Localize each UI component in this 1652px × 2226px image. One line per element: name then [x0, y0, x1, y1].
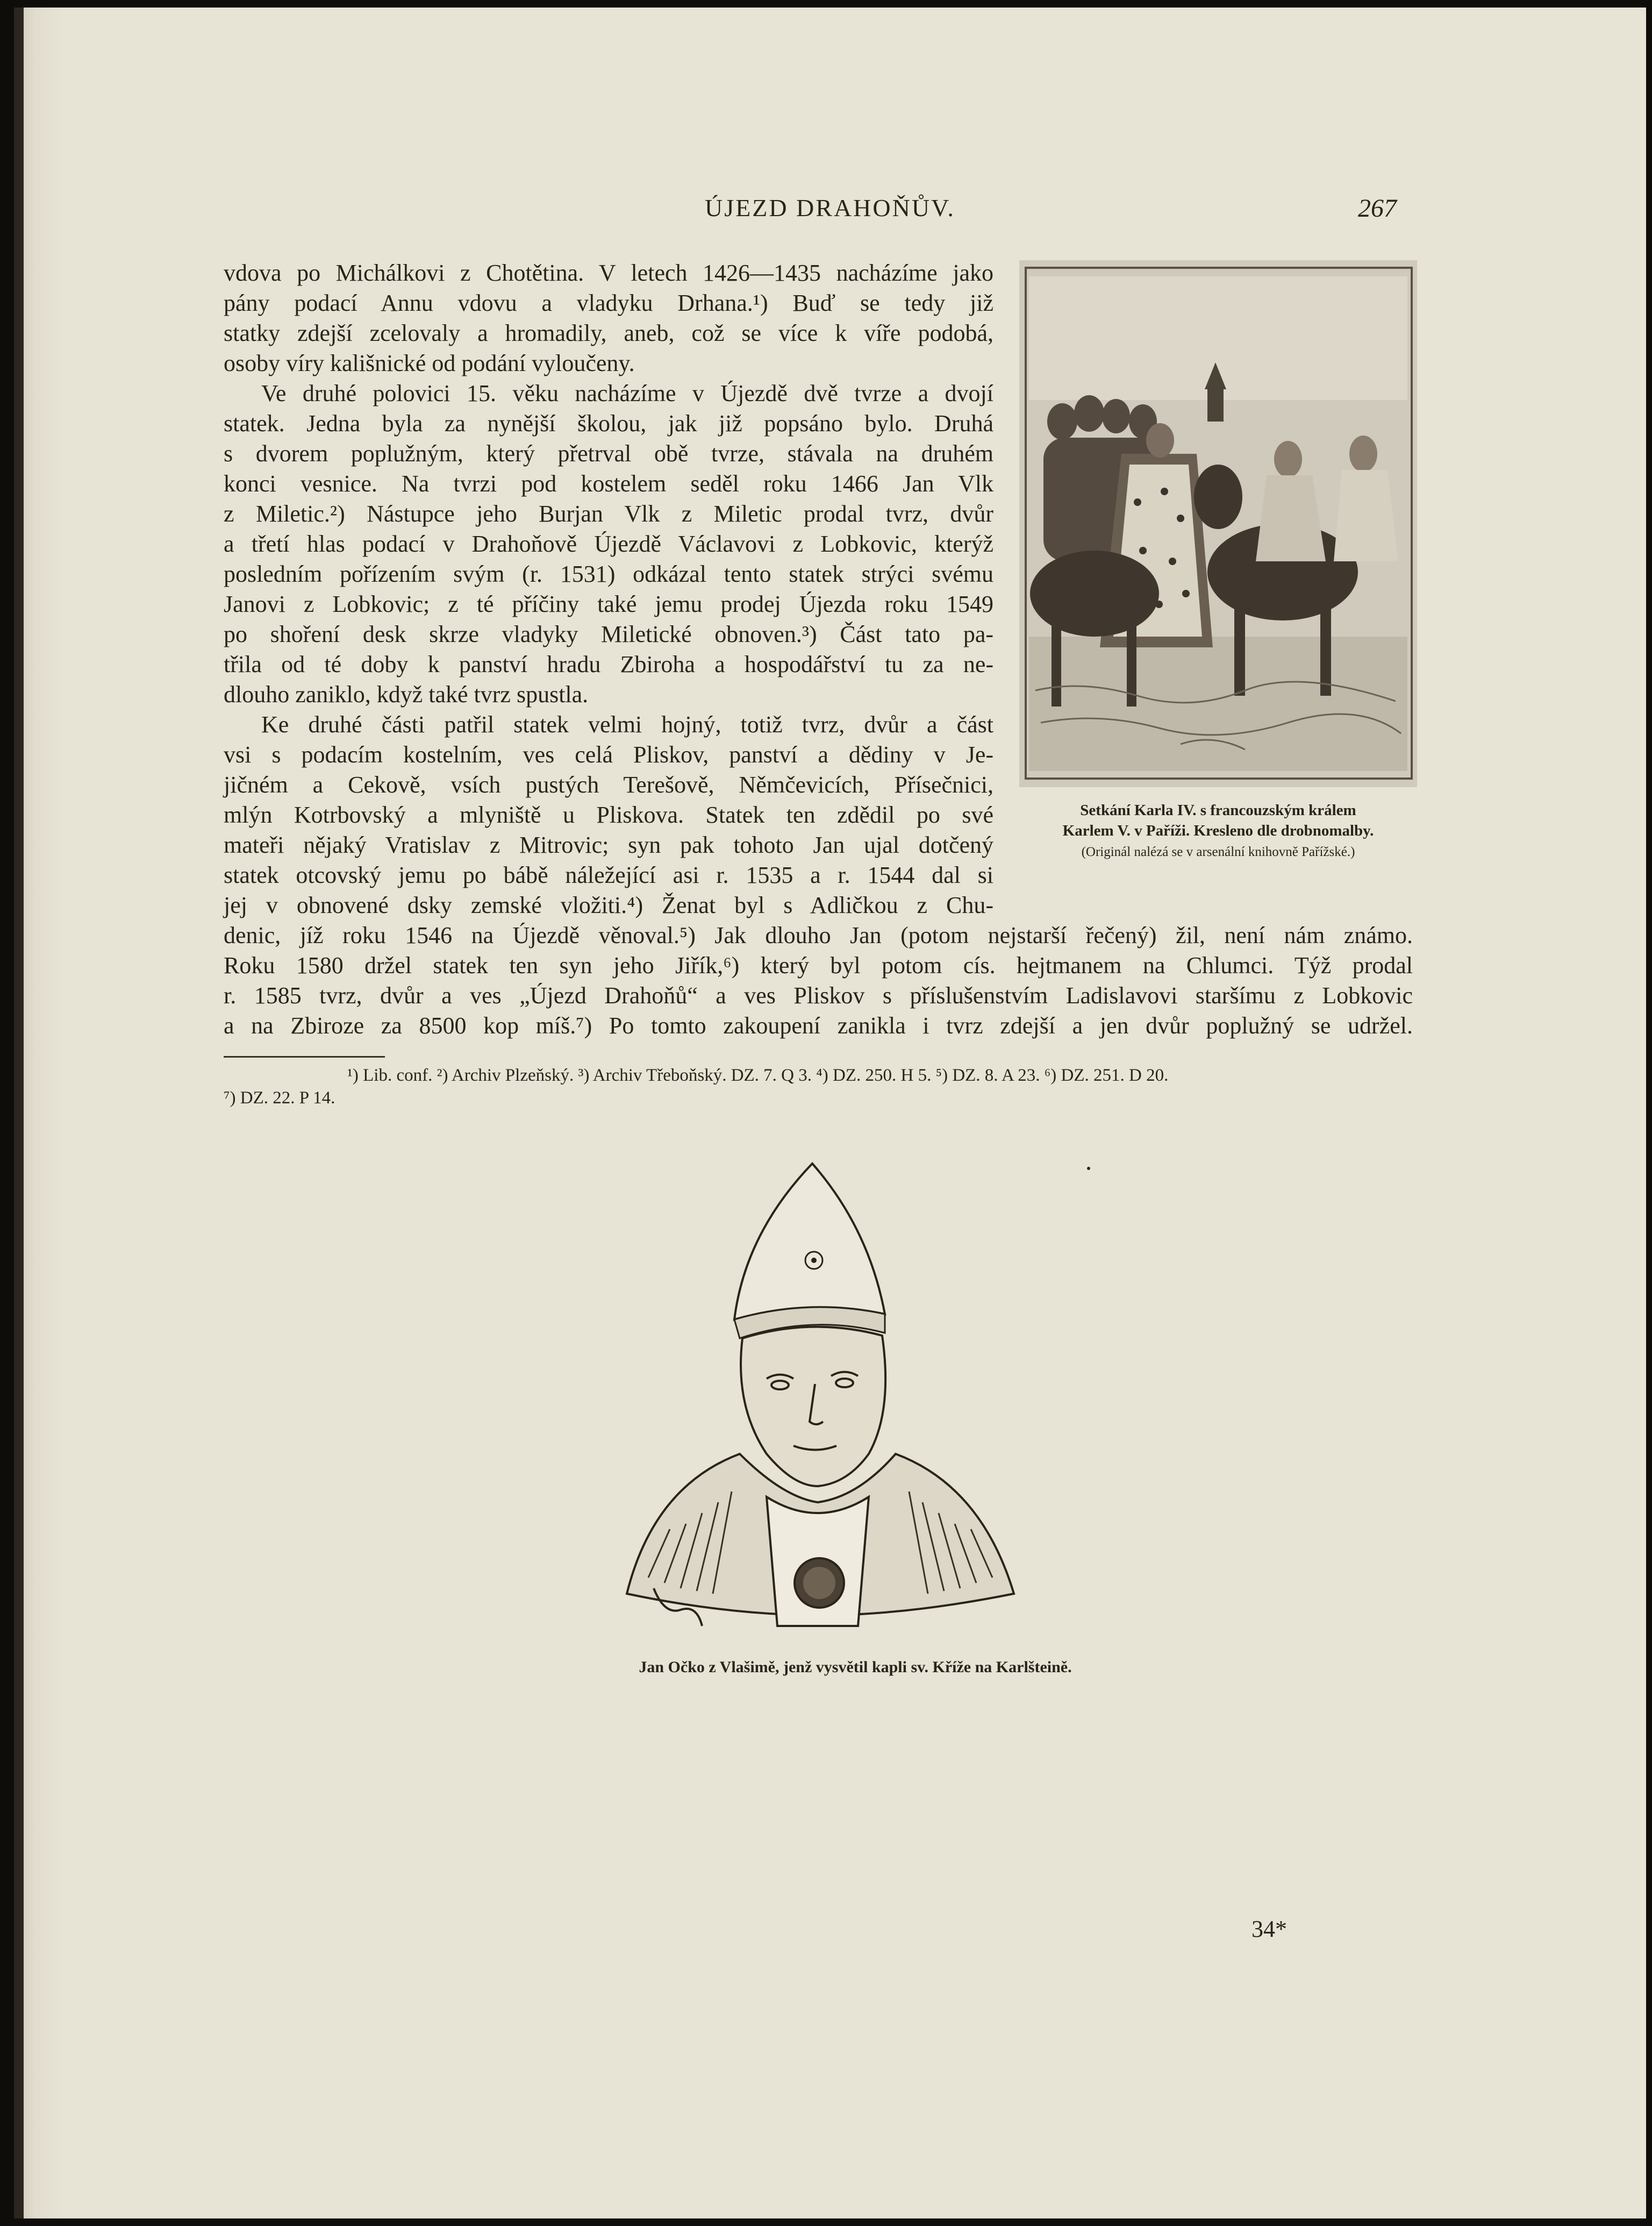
body-line: a na Zbiroze za 8500 kop míš.⁷) Po tomto zakoupení zanikla i tvrz zdejší a jen dvůr poplužný se udržel.	[224, 1012, 1413, 1039]
book-page	[14, 8, 1646, 2218]
body-line: a třetí hlas podací v Drahoňově Újezdě Václavovi z Lobkovic, kterýž	[224, 531, 993, 557]
figure2-caption: Jan Očko z Vlašimě, jenž vysvětil kapli sv. Kříže na Karlšteině.	[639, 1658, 1072, 1676]
body-line: statky zdejší zcelovaly a hromadily, aneb, což se více k víře podobá,	[224, 320, 993, 346]
body-line: mateři nějaký Vratislav z Mitrovic; syn pak tohoto Jan ujal dotčený	[224, 832, 993, 858]
body-line: osoby víry kališnické od podání vyloučeny.	[224, 350, 635, 376]
body-line: s dvorem poplužným, který přetrval obě tvrze, stávala na druhém	[224, 440, 993, 467]
figure1-caption-line: (Originál nalézá se v arsenální knihovně Pařížské.)	[1081, 845, 1355, 859]
running-header: ÚJEZD DRAHOŇŮV.	[705, 194, 955, 222]
body-line: mlýn Kotrbovský a mlyniště u Pliskova. Statek ten zdědil po své	[224, 802, 993, 828]
figure1-caption-line: Setkání Karla IV. s francouzským králem	[1080, 802, 1356, 819]
body-line: po shoření desk skrze vladyky Miletické obnoven.³) Část tato pa-	[224, 621, 993, 647]
figure1-caption-line: Karlem V. v Paříži. Kresleno dle drobnomalby.	[1062, 822, 1374, 839]
body-line: statek otcovský jemu po bábě náležející asi r. 1535 a r. 1544 dal si	[224, 862, 993, 888]
footnote-line: ⁷) DZ. 22. P 14.	[224, 1088, 335, 1108]
body-line: r. 1585 tvrz, dvůr a ves „Újezd Drahoňů“ a ves Pliskov s příslušenstvím Ladislavovi staršímu z Lobkovic	[224, 982, 1413, 1009]
body-line: jičném a Cekově, vsích pustých Terešově, Němčevicích, Přísečnici,	[224, 772, 993, 798]
body-line: konci vesnice. Na tvrzi pod kostelem seděl roku 1466 Jan Vlk	[224, 470, 993, 497]
body-line: posledním pořízením svým (r. 1531) odkázal tento statek strýci svému	[224, 561, 993, 587]
body-line: třila od té doby k panství hradu Zbiroha a hospodářství tu za ne-	[224, 651, 993, 677]
bishop-portrait-engraving	[605, 1153, 1035, 1653]
book-spine	[14, 8, 24, 2218]
body-line: Ke druhé části patřil statek velmi hojný, totiž tvrz, dvůr a část	[261, 711, 993, 738]
body-line: vsi s podacím kostelním, ves celá Pliskov, panství a dědiny v Je-	[224, 741, 993, 768]
miniature-illustration	[1019, 260, 1417, 787]
body-line: dlouho zaniklo, když také tvrz spustla.	[224, 681, 589, 708]
body-line: jej v obnovené dsky zemské vložiti.⁴) Ženat byl s Adličkou z Chu-	[224, 892, 993, 918]
body-line: vdova po Michálkovi z Chotětina. V letech 1426—1435 nacházíme jako	[224, 260, 993, 286]
page-number: 267	[1358, 194, 1397, 223]
footnote-rule	[224, 1056, 385, 1058]
body-line: Ve druhé polovici 15. věku nacházíme v Újezdě dvě tvrze a dvojí	[261, 380, 993, 406]
body-line: statek. Jedna byla za nynější školou, jak již popsáno bylo. Druhá	[224, 410, 993, 437]
body-line: Janovi z Lobkovic; z té příčiny také jemu prodej Újezda roku 1549	[224, 591, 993, 617]
body-line: denic, jíž roku 1546 na Újezdě věnoval.⁵) Jak dlouho Jan (potom nejstarší řečený) žil, není nám známo.	[224, 922, 1413, 948]
signature-mark: 34*	[1251, 1916, 1287, 1942]
body-line: pány podací Annu vdovu a vladyku Drhana.¹) Buď se tedy již	[224, 290, 993, 316]
body-line: z Miletic.²) Nástupce jeho Burjan Vlk z Miletic prodal tvrz, dvůr	[224, 501, 993, 527]
ink-speck	[1087, 1167, 1090, 1170]
body-line: Roku 1580 držel statek ten syn jeho Jiřík,⁶) který byl potom cís. hejtmanem na Chlumci. Týž prodal	[224, 952, 1413, 979]
footnote-line: ¹) Lib. conf. ²) Archiv Plzeňský. ³) Archiv Třeboňský. DZ. 7. Q 3. ⁴) DZ. 250. H 5. ⁵) DZ. 8. A 23. ⁶) DZ. 251. D 20.	[347, 1066, 1169, 1085]
